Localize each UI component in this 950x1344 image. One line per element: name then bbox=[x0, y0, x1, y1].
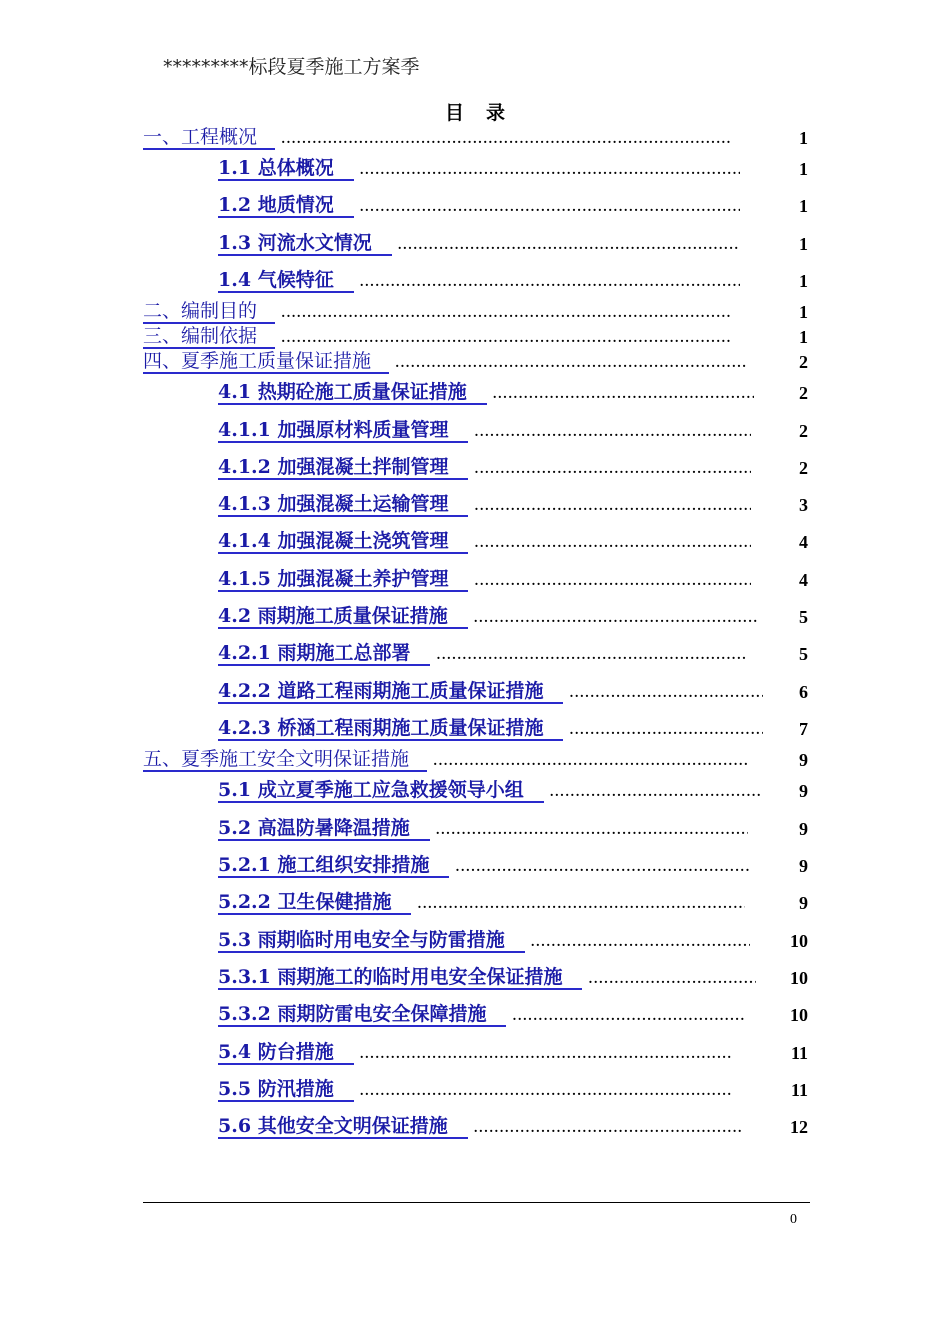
toc-entry-number: 5.6 bbox=[218, 1115, 252, 1137]
toc-page-number: 9 bbox=[799, 750, 808, 770]
toc-leader-dots bbox=[360, 198, 740, 216]
toc-entry-link[interactable] bbox=[218, 1078, 354, 1102]
toc-entry[interactable] bbox=[218, 1039, 808, 1065]
toc-page-number: 1 bbox=[799, 302, 808, 322]
toc-entry[interactable] bbox=[218, 379, 808, 405]
toc-entry[interactable] bbox=[218, 230, 808, 256]
toc-leader-dots bbox=[531, 933, 750, 951]
toc-entry[interactable] bbox=[218, 1113, 808, 1139]
toc-page-number: 5 bbox=[799, 644, 808, 664]
toc-leader-dots bbox=[569, 684, 763, 702]
toc-page-number: 4 bbox=[799, 570, 808, 590]
toc-entry-text: 加强原材料质量管理 bbox=[277, 419, 449, 441]
toc-entry-number: 4.1.3 bbox=[218, 493, 271, 515]
toc-leader-dots bbox=[512, 1007, 746, 1025]
toc-page-number: 1 bbox=[799, 271, 808, 291]
toc-entry-number: 4.1.2 bbox=[218, 456, 271, 478]
toc-leader-dots bbox=[474, 609, 757, 627]
toc-entry-number: 1.2 bbox=[218, 194, 252, 216]
toc-entry-number: 5.3.1 bbox=[218, 966, 271, 988]
toc-page-number: 9 bbox=[799, 856, 808, 876]
toc-page-number: 9 bbox=[799, 781, 808, 801]
toc-entry[interactable] bbox=[218, 267, 808, 293]
footer-divider bbox=[143, 1202, 810, 1203]
toc-entry[interactable] bbox=[218, 927, 808, 953]
toc-leader-dots bbox=[474, 423, 751, 441]
toc-entry-text: 总体概况 bbox=[257, 157, 334, 179]
toc-entry-link[interactable] bbox=[218, 530, 468, 554]
toc-entry-number: 4.2 bbox=[218, 605, 252, 627]
toc-entry-number: 4.1.1 bbox=[218, 419, 271, 441]
toc-entry-number: 4.2.1 bbox=[218, 642, 271, 664]
toc-entry-text: 四、夏季施工质量保证措施 bbox=[143, 350, 372, 372]
toc-page-number: 11 bbox=[790, 1043, 808, 1063]
toc-leader-dots bbox=[395, 354, 746, 372]
toc-entry-link[interactable] bbox=[218, 232, 392, 256]
toc-leader-dots bbox=[455, 858, 749, 876]
toc-leader-dots bbox=[436, 821, 748, 839]
toc-entry-link[interactable] bbox=[218, 194, 354, 218]
toc-entry[interactable] bbox=[143, 124, 808, 150]
toc-page-number: 1 bbox=[799, 128, 808, 148]
toc-entry-text: 加强混凝土运输管理 bbox=[277, 493, 449, 515]
toc-entry-link[interactable] bbox=[218, 1041, 354, 1065]
toc-entry-text: 高温防暑降温措施 bbox=[257, 817, 410, 839]
toc-entry-link[interactable] bbox=[143, 126, 275, 150]
toc-entry[interactable] bbox=[218, 678, 808, 704]
toc-entry-text: 防台措施 bbox=[257, 1041, 334, 1063]
toc-entry-number: 4.2.3 bbox=[218, 717, 271, 739]
toc-entry-link[interactable] bbox=[218, 605, 468, 629]
toc-entry-link[interactable] bbox=[143, 325, 275, 349]
toc-entry[interactable] bbox=[218, 777, 808, 803]
toc-entry-text: 加强混凝土拌制管理 bbox=[277, 456, 449, 478]
toc-entry[interactable] bbox=[218, 454, 808, 480]
toc-entry-text: 卫生保健措施 bbox=[277, 891, 392, 913]
toc-entry-link[interactable] bbox=[218, 817, 430, 841]
toc-page-number: 9 bbox=[799, 819, 808, 839]
toc-entry[interactable] bbox=[218, 1001, 808, 1027]
toc-page-number: 2 bbox=[799, 421, 808, 441]
toc-entry[interactable] bbox=[143, 298, 808, 324]
toc-entry-text: 雨期施工的临时用电安全保证措施 bbox=[277, 966, 563, 988]
toc-leader-dots bbox=[281, 329, 732, 347]
toc-entry-link[interactable] bbox=[218, 269, 354, 293]
toc-page-number: 12 bbox=[790, 1117, 808, 1137]
toc-leader-dots bbox=[550, 783, 761, 801]
toc-title: 目录 bbox=[444, 102, 527, 124]
toc-entry-link[interactable] bbox=[218, 717, 563, 741]
toc-entry[interactable] bbox=[218, 1076, 808, 1102]
toc-entry-link[interactable] bbox=[218, 854, 449, 878]
toc-leader-dots bbox=[474, 460, 751, 478]
toc-entry[interactable] bbox=[143, 323, 808, 349]
toc-entry-link[interactable] bbox=[218, 1115, 468, 1139]
toc-entry-number: 1.4 bbox=[218, 269, 252, 291]
toc-entry-text: 河流水文情况 bbox=[257, 232, 372, 254]
toc-entry-text: 二、编制目的 bbox=[143, 300, 258, 322]
toc-entry[interactable] bbox=[218, 964, 808, 990]
toc-entry-text: 雨期施工总部署 bbox=[277, 642, 411, 664]
toc-entry-number: 4.1 bbox=[218, 381, 252, 403]
toc-entry[interactable] bbox=[218, 640, 808, 666]
toc-entry[interactable] bbox=[218, 815, 808, 841]
toc-entry-number: 5.4 bbox=[218, 1041, 252, 1063]
toc-entry-number: 5.3.2 bbox=[218, 1003, 271, 1025]
toc-page-number: 6 bbox=[799, 682, 808, 702]
toc-entry-number: 5.2.2 bbox=[218, 891, 271, 913]
toc-page-number: 3 bbox=[799, 495, 808, 515]
toc-entry-link[interactable] bbox=[218, 779, 544, 803]
toc-entry-text: 三、编制依据 bbox=[143, 325, 258, 347]
toc-entry[interactable] bbox=[143, 348, 808, 374]
toc-leader-dots bbox=[588, 970, 756, 988]
page-number: 0 bbox=[790, 1212, 797, 1227]
toc-page-number: 9 bbox=[799, 893, 808, 913]
toc-entry[interactable] bbox=[143, 746, 808, 772]
toc-entry-text: 防汛措施 bbox=[257, 1078, 334, 1100]
toc-entry-link[interactable] bbox=[143, 300, 275, 324]
toc-page-number: 1 bbox=[799, 327, 808, 347]
toc-entry-link[interactable] bbox=[218, 419, 468, 443]
toc-leader-dots bbox=[569, 721, 763, 739]
toc-entry-number: 5.3 bbox=[218, 929, 252, 951]
toc-entry-number: 1.3 bbox=[218, 232, 252, 254]
toc-leader-dots bbox=[281, 304, 732, 322]
toc-entry-text: 一、工程概况 bbox=[143, 126, 258, 148]
toc-entry-number: 5.2.1 bbox=[218, 854, 271, 876]
toc-page-number: 1 bbox=[799, 159, 808, 179]
page-header: *********标段夏季施工方案季 bbox=[163, 56, 420, 78]
toc-entry-text: 雨期防雷电安全保障措施 bbox=[277, 1003, 487, 1025]
toc-page-number: 2 bbox=[799, 458, 808, 478]
toc-leader-dots bbox=[417, 895, 745, 913]
toc-leader-dots bbox=[493, 385, 754, 403]
toc-entry[interactable] bbox=[218, 852, 808, 878]
toc-entry[interactable] bbox=[218, 889, 808, 915]
toc-entry-text: 道路工程雨期施工质量保证措施 bbox=[277, 680, 544, 702]
toc-entry-link[interactable] bbox=[218, 157, 354, 181]
toc-page-number: 4 bbox=[799, 532, 808, 552]
toc-entry-link[interactable] bbox=[143, 748, 427, 772]
toc-leader-dots bbox=[398, 236, 740, 254]
toc-entry-link[interactable] bbox=[218, 642, 430, 666]
toc-entry-text: 雨期临时用电安全与防雷措施 bbox=[257, 929, 505, 951]
toc-page-number: 1 bbox=[799, 196, 808, 216]
toc-entry-number: 4.1.5 bbox=[218, 568, 271, 590]
toc-entry-link[interactable] bbox=[218, 929, 525, 953]
toc-entry-number: 5.2 bbox=[218, 817, 252, 839]
toc-entry-text: 施工组织安排措施 bbox=[277, 854, 430, 876]
toc-page-number: 2 bbox=[799, 383, 808, 403]
toc-page-number: 10 bbox=[790, 931, 808, 951]
toc-entry-text: 地质情况 bbox=[257, 194, 334, 216]
toc-entry-link[interactable] bbox=[218, 1003, 506, 1027]
toc-leader-dots bbox=[360, 273, 740, 291]
toc-leader-dots bbox=[474, 572, 751, 590]
toc-leader-dots bbox=[281, 130, 732, 148]
toc-page-number: 10 bbox=[790, 968, 808, 988]
toc-leader-dots bbox=[436, 646, 747, 664]
toc-entry[interactable] bbox=[218, 566, 808, 592]
toc-entry-link[interactable] bbox=[218, 568, 468, 592]
toc-entry[interactable] bbox=[218, 491, 808, 517]
toc-page-number: 11 bbox=[790, 1080, 808, 1100]
toc-page-number: 10 bbox=[790, 1005, 808, 1025]
toc-leader-dots bbox=[474, 1119, 742, 1137]
toc-entry-link[interactable] bbox=[218, 966, 582, 990]
toc-entry-link[interactable] bbox=[218, 891, 411, 915]
toc-entry[interactable] bbox=[218, 603, 808, 629]
toc-leader-dots bbox=[474, 497, 751, 515]
toc-entry-number: 1.1 bbox=[218, 157, 252, 179]
toc-leader-dots bbox=[360, 161, 740, 179]
toc-page-number: 7 bbox=[799, 719, 808, 739]
toc-entry[interactable] bbox=[218, 192, 808, 218]
toc-entry-link[interactable] bbox=[218, 680, 563, 704]
toc-leader-dots bbox=[433, 752, 750, 770]
toc-leader-dots bbox=[474, 534, 751, 552]
toc-entry-text: 其他安全文明保证措施 bbox=[257, 1115, 448, 1137]
toc-entry-text: 成立夏季施工应急救援领导小组 bbox=[257, 779, 524, 801]
toc-entry-text: 桥涵工程雨期施工质量保证措施 bbox=[277, 717, 544, 739]
toc-page-number: 2 bbox=[799, 352, 808, 372]
toc-entry-number: 4.2.2 bbox=[218, 680, 271, 702]
toc-entry-text: 雨期施工质量保证措施 bbox=[257, 605, 448, 627]
toc-entry-link[interactable] bbox=[218, 493, 468, 517]
toc-page-number: 5 bbox=[799, 607, 808, 627]
toc-entry-text: 加强混凝土养护管理 bbox=[277, 568, 449, 590]
toc-entry[interactable] bbox=[218, 715, 808, 741]
toc-leader-dots bbox=[360, 1045, 731, 1063]
toc-entry-link[interactable] bbox=[143, 350, 389, 374]
toc-entry-number: 4.1.4 bbox=[218, 530, 271, 552]
toc-entry-number: 5.1 bbox=[218, 779, 252, 801]
toc-entry[interactable] bbox=[218, 528, 808, 554]
toc-leader-dots bbox=[360, 1082, 731, 1100]
toc-entry[interactable] bbox=[218, 155, 808, 181]
toc-entry-text: 五、夏季施工安全文明保证措施 bbox=[143, 748, 410, 770]
toc-entry-link[interactable] bbox=[218, 381, 487, 405]
toc-entry-text: 加强混凝土浇筑管理 bbox=[277, 530, 449, 552]
toc-page-number: 1 bbox=[799, 234, 808, 254]
toc-entry-number: 5.5 bbox=[218, 1078, 252, 1100]
toc-entry-link[interactable] bbox=[218, 456, 468, 480]
toc-entry-text: 热期砼施工质量保证措施 bbox=[257, 381, 467, 403]
toc-entry-text: 气候特征 bbox=[257, 269, 334, 291]
toc-entry[interactable] bbox=[218, 417, 808, 443]
